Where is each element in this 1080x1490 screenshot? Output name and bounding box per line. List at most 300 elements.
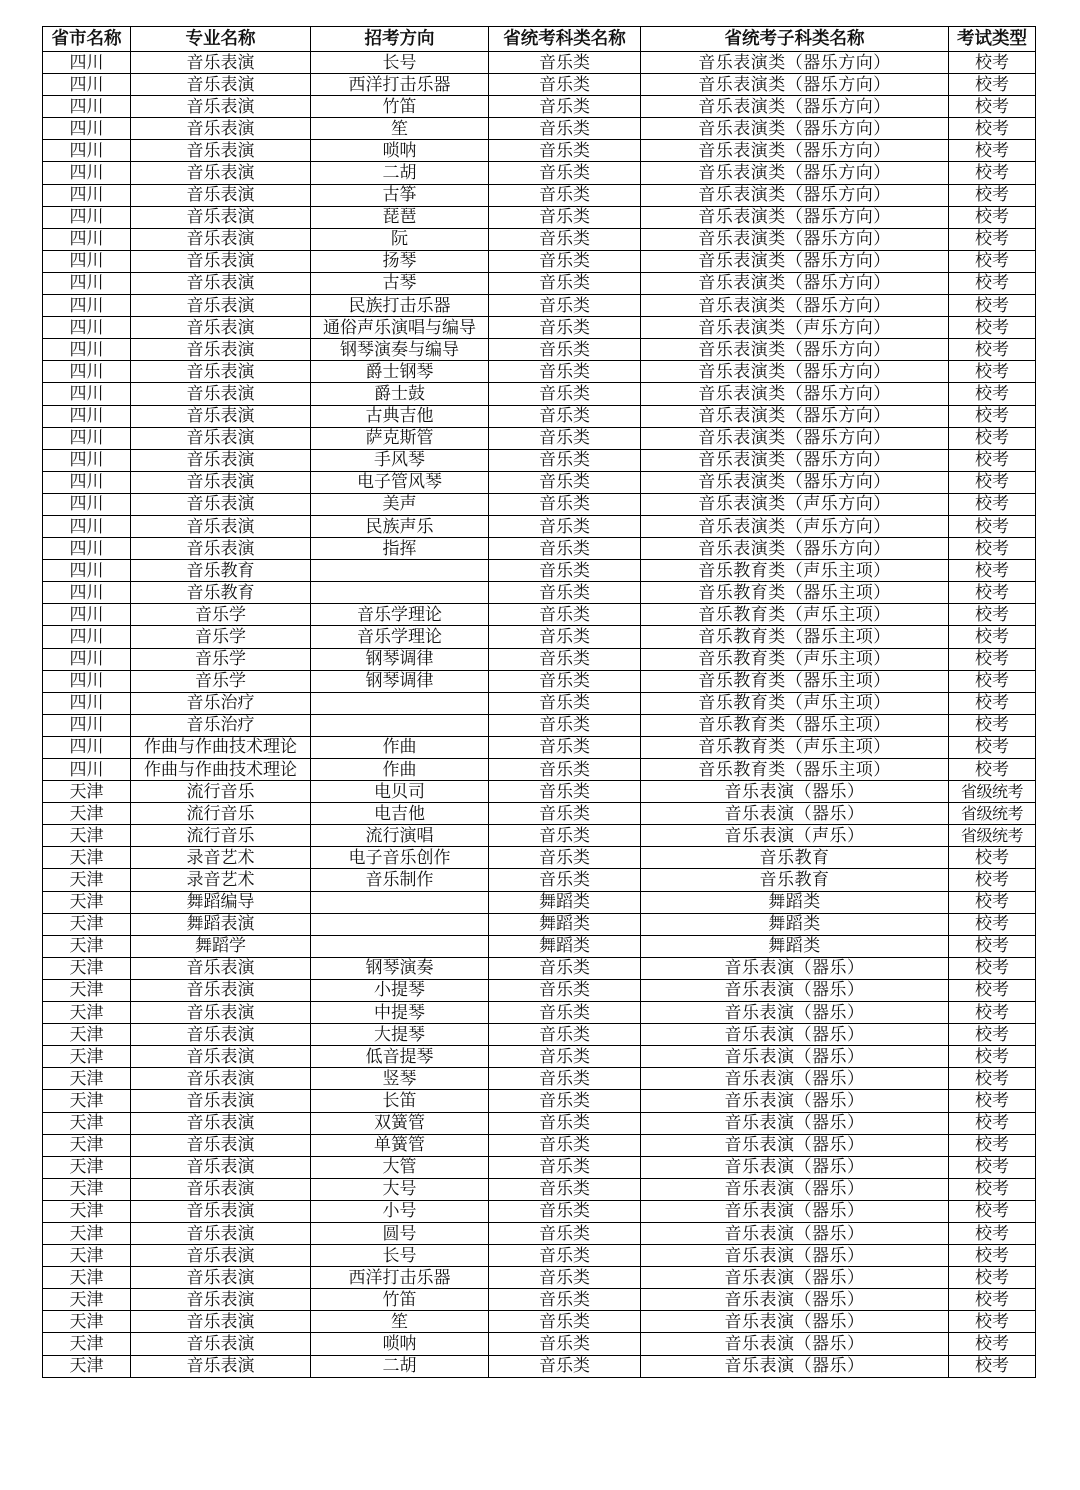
cell-major: 音乐表演 bbox=[131, 1222, 311, 1244]
cell-subcategory: 音乐教育类（声乐主项） bbox=[641, 736, 949, 758]
cell-major: 音乐学 bbox=[131, 604, 311, 626]
cell-major: 音乐表演 bbox=[131, 1178, 311, 1200]
cell-category: 舞蹈类 bbox=[489, 891, 641, 913]
cell-exam-type: 校考 bbox=[949, 140, 1036, 162]
table-row bbox=[43, 471, 1036, 493]
cell-direction: 爵士鼓 bbox=[311, 383, 489, 405]
table-row bbox=[43, 493, 1036, 515]
cell-major: 音乐表演 bbox=[131, 361, 311, 383]
table-row bbox=[43, 736, 1036, 758]
cell-exam-type: 校考 bbox=[949, 1222, 1036, 1244]
cell-category: 音乐类 bbox=[489, 206, 641, 228]
cell-category: 音乐类 bbox=[489, 471, 641, 493]
cell-category: 音乐类 bbox=[489, 405, 641, 427]
cell-major: 音乐表演 bbox=[131, 515, 311, 537]
cell-subcategory: 音乐表演（器乐） bbox=[641, 1156, 949, 1178]
cell-major: 音乐治疗 bbox=[131, 714, 311, 736]
cell-subcategory: 音乐表演类（器乐方向） bbox=[641, 405, 949, 427]
cell-subcategory: 舞蹈类 bbox=[641, 891, 949, 913]
cell-exam-type: 校考 bbox=[949, 493, 1036, 515]
cell-category: 音乐类 bbox=[489, 759, 641, 781]
cell-category: 音乐类 bbox=[489, 1245, 641, 1267]
cell-major: 音乐表演 bbox=[131, 1046, 311, 1068]
cell-direction: 西洋打击乐器 bbox=[311, 74, 489, 96]
table-row bbox=[43, 361, 1036, 383]
cell-province: 天津 bbox=[43, 1333, 131, 1355]
table-row bbox=[43, 648, 1036, 670]
cell-major: 音乐表演 bbox=[131, 140, 311, 162]
cell-direction: 竖琴 bbox=[311, 1068, 489, 1090]
table-row bbox=[43, 913, 1036, 935]
table-row bbox=[43, 1267, 1036, 1289]
cell-province: 四川 bbox=[43, 405, 131, 427]
cell-subcategory: 音乐表演（器乐） bbox=[641, 1355, 949, 1377]
table-row bbox=[43, 1134, 1036, 1156]
cell-direction: 长号 bbox=[311, 52, 489, 74]
cell-category: 音乐类 bbox=[489, 869, 641, 891]
cell-category: 音乐类 bbox=[489, 1024, 641, 1046]
cell-direction: 双簧管 bbox=[311, 1112, 489, 1134]
cell-major: 音乐表演 bbox=[131, 471, 311, 493]
cell-province: 四川 bbox=[43, 339, 131, 361]
cell-direction: 笙 bbox=[311, 118, 489, 140]
cell-province: 四川 bbox=[43, 626, 131, 648]
table-row bbox=[43, 935, 1036, 957]
cell-province: 四川 bbox=[43, 427, 131, 449]
cell-direction bbox=[311, 891, 489, 913]
cell-subcategory: 音乐表演类（器乐方向） bbox=[641, 162, 949, 184]
cell-province: 天津 bbox=[43, 1178, 131, 1200]
cell-category: 音乐类 bbox=[489, 1289, 641, 1311]
cell-category: 音乐类 bbox=[489, 1267, 641, 1289]
table-row bbox=[43, 1002, 1036, 1024]
cell-subcategory: 音乐表演类（声乐方向） bbox=[641, 515, 949, 537]
cell-subcategory: 音乐表演类（器乐方向） bbox=[641, 96, 949, 118]
table-row bbox=[43, 1024, 1036, 1046]
table-row bbox=[43, 427, 1036, 449]
cell-exam-type: 校考 bbox=[949, 1112, 1036, 1134]
cell-major: 音乐表演 bbox=[131, 538, 311, 560]
cell-direction: 音乐学理论 bbox=[311, 604, 489, 626]
cell-category: 音乐类 bbox=[489, 449, 641, 471]
cell-subcategory: 音乐表演（器乐） bbox=[641, 1200, 949, 1222]
cell-direction: 中提琴 bbox=[311, 1002, 489, 1024]
table-row bbox=[43, 869, 1036, 891]
cell-exam-type: 校考 bbox=[949, 1002, 1036, 1024]
table-row bbox=[43, 759, 1036, 781]
cell-major: 舞蹈编导 bbox=[131, 891, 311, 913]
cell-province: 天津 bbox=[43, 1222, 131, 1244]
cell-province: 四川 bbox=[43, 714, 131, 736]
cell-direction: 阮 bbox=[311, 228, 489, 250]
header-subcategory: 省统考子科类名称 bbox=[641, 27, 949, 52]
cell-major: 录音艺术 bbox=[131, 847, 311, 869]
cell-province: 四川 bbox=[43, 471, 131, 493]
table-row bbox=[43, 582, 1036, 604]
cell-subcategory: 音乐表演（器乐） bbox=[641, 1311, 949, 1333]
table-row bbox=[43, 405, 1036, 427]
cell-province: 天津 bbox=[43, 1156, 131, 1178]
cell-exam-type: 省级统考 bbox=[949, 825, 1036, 847]
cell-exam-type: 校考 bbox=[949, 317, 1036, 339]
cell-subcategory: 音乐教育 bbox=[641, 847, 949, 869]
cell-province: 四川 bbox=[43, 184, 131, 206]
cell-major: 音乐表演 bbox=[131, 228, 311, 250]
cell-major: 流行音乐 bbox=[131, 781, 311, 803]
cell-exam-type: 校考 bbox=[949, 648, 1036, 670]
cell-province: 四川 bbox=[43, 493, 131, 515]
cell-exam-type: 校考 bbox=[949, 206, 1036, 228]
cell-direction: 手风琴 bbox=[311, 449, 489, 471]
cell-exam-type: 校考 bbox=[949, 1024, 1036, 1046]
cell-direction: 笙 bbox=[311, 1311, 489, 1333]
cell-subcategory: 音乐表演类（器乐方向） bbox=[641, 52, 949, 74]
cell-subcategory: 音乐表演类（器乐方向） bbox=[641, 74, 949, 96]
cell-exam-type: 校考 bbox=[949, 1245, 1036, 1267]
cell-category: 音乐类 bbox=[489, 604, 641, 626]
cell-subcategory: 音乐表演（器乐） bbox=[641, 1090, 949, 1112]
cell-subcategory: 音乐表演（器乐） bbox=[641, 979, 949, 1001]
table-body bbox=[43, 52, 1036, 1378]
cell-major: 舞蹈学 bbox=[131, 935, 311, 957]
cell-direction: 作曲 bbox=[311, 759, 489, 781]
cell-category: 音乐类 bbox=[489, 626, 641, 648]
cell-category: 音乐类 bbox=[489, 162, 641, 184]
cell-province: 天津 bbox=[43, 1112, 131, 1134]
cell-subcategory: 音乐表演（器乐） bbox=[641, 1134, 949, 1156]
cell-subcategory: 音乐表演（器乐） bbox=[641, 1112, 949, 1134]
cell-exam-type: 校考 bbox=[949, 692, 1036, 714]
cell-major: 舞蹈表演 bbox=[131, 913, 311, 935]
cell-province: 天津 bbox=[43, 781, 131, 803]
cell-subcategory: 音乐表演（器乐） bbox=[641, 1245, 949, 1267]
cell-category: 音乐类 bbox=[489, 317, 641, 339]
header-province: 省市名称 bbox=[43, 27, 131, 52]
cell-subcategory: 音乐表演（器乐） bbox=[641, 1178, 949, 1200]
cell-direction: 萨克斯管 bbox=[311, 427, 489, 449]
cell-major: 流行音乐 bbox=[131, 825, 311, 847]
cell-province: 四川 bbox=[43, 52, 131, 74]
cell-major: 作曲与作曲技术理论 bbox=[131, 736, 311, 758]
cell-exam-type: 校考 bbox=[949, 1178, 1036, 1200]
cell-major: 音乐表演 bbox=[131, 339, 311, 361]
cell-category: 音乐类 bbox=[489, 1046, 641, 1068]
cell-province: 四川 bbox=[43, 759, 131, 781]
cell-exam-type: 校考 bbox=[949, 162, 1036, 184]
table-row bbox=[43, 1068, 1036, 1090]
cell-direction: 扬琴 bbox=[311, 250, 489, 272]
cell-major: 音乐学 bbox=[131, 648, 311, 670]
cell-direction bbox=[311, 582, 489, 604]
table-row bbox=[43, 184, 1036, 206]
cell-province: 天津 bbox=[43, 1002, 131, 1024]
cell-direction: 西洋打击乐器 bbox=[311, 1267, 489, 1289]
cell-exam-type: 校考 bbox=[949, 626, 1036, 648]
cell-direction: 大管 bbox=[311, 1156, 489, 1178]
table-row bbox=[43, 670, 1036, 692]
cell-province: 天津 bbox=[43, 1245, 131, 1267]
cell-direction: 古琴 bbox=[311, 272, 489, 294]
cell-exam-type: 校考 bbox=[949, 604, 1036, 626]
cell-subcategory: 音乐表演（器乐） bbox=[641, 781, 949, 803]
cell-category: 音乐类 bbox=[489, 803, 641, 825]
cell-exam-type: 校考 bbox=[949, 1267, 1036, 1289]
cell-province: 四川 bbox=[43, 538, 131, 560]
cell-province: 四川 bbox=[43, 361, 131, 383]
cell-province: 天津 bbox=[43, 1289, 131, 1311]
cell-exam-type: 校考 bbox=[949, 96, 1036, 118]
cell-province: 四川 bbox=[43, 140, 131, 162]
cell-subcategory: 音乐表演类（声乐方向） bbox=[641, 493, 949, 515]
cell-direction bbox=[311, 692, 489, 714]
cell-major: 音乐表演 bbox=[131, 1090, 311, 1112]
table-row bbox=[43, 228, 1036, 250]
cell-direction bbox=[311, 935, 489, 957]
cell-category: 音乐类 bbox=[489, 1355, 641, 1377]
cell-major: 音乐表演 bbox=[131, 383, 311, 405]
cell-category: 音乐类 bbox=[489, 1090, 641, 1112]
cell-category: 音乐类 bbox=[489, 272, 641, 294]
cell-major: 流行音乐 bbox=[131, 803, 311, 825]
cell-subcategory: 音乐表演类（器乐方向） bbox=[641, 383, 949, 405]
table-row bbox=[43, 449, 1036, 471]
cell-direction: 钢琴调律 bbox=[311, 648, 489, 670]
cell-exam-type: 校考 bbox=[949, 405, 1036, 427]
cell-subcategory: 音乐表演（器乐） bbox=[641, 1068, 949, 1090]
cell-exam-type: 校考 bbox=[949, 1156, 1036, 1178]
cell-province: 四川 bbox=[43, 74, 131, 96]
cell-direction: 通俗声乐演唱与编导 bbox=[311, 317, 489, 339]
table-row bbox=[43, 383, 1036, 405]
cell-major: 录音艺术 bbox=[131, 869, 311, 891]
cell-subcategory: 音乐表演类（器乐方向） bbox=[641, 538, 949, 560]
cell-province: 四川 bbox=[43, 206, 131, 228]
cell-province: 天津 bbox=[43, 1200, 131, 1222]
table-row bbox=[43, 317, 1036, 339]
cell-major: 音乐表演 bbox=[131, 1289, 311, 1311]
cell-major: 音乐表演 bbox=[131, 1355, 311, 1377]
cell-province: 四川 bbox=[43, 560, 131, 582]
cell-category: 音乐类 bbox=[489, 96, 641, 118]
cell-category: 音乐类 bbox=[489, 118, 641, 140]
cell-direction: 音乐学理论 bbox=[311, 626, 489, 648]
table-row bbox=[43, 118, 1036, 140]
cell-direction: 小提琴 bbox=[311, 979, 489, 1001]
cell-province: 天津 bbox=[43, 913, 131, 935]
cell-category: 音乐类 bbox=[489, 781, 641, 803]
cell-province: 天津 bbox=[43, 935, 131, 957]
cell-direction: 钢琴调律 bbox=[311, 670, 489, 692]
cell-subcategory: 音乐教育类（声乐主项） bbox=[641, 648, 949, 670]
cell-direction: 作曲 bbox=[311, 736, 489, 758]
table-row bbox=[43, 1355, 1036, 1377]
cell-province: 天津 bbox=[43, 847, 131, 869]
cell-subcategory: 音乐教育类（器乐主项） bbox=[641, 582, 949, 604]
cell-category: 音乐类 bbox=[489, 383, 641, 405]
cell-province: 天津 bbox=[43, 979, 131, 1001]
cell-exam-type: 校考 bbox=[949, 383, 1036, 405]
cell-province: 四川 bbox=[43, 272, 131, 294]
cell-subcategory: 音乐表演类（器乐方向） bbox=[641, 295, 949, 317]
cell-exam-type: 校考 bbox=[949, 1355, 1036, 1377]
cell-subcategory: 音乐表演（器乐） bbox=[641, 803, 949, 825]
cell-province: 天津 bbox=[43, 1355, 131, 1377]
table-row bbox=[43, 957, 1036, 979]
cell-exam-type: 校考 bbox=[949, 582, 1036, 604]
cell-major: 音乐表演 bbox=[131, 1068, 311, 1090]
table-row bbox=[43, 604, 1036, 626]
cell-major: 音乐表演 bbox=[131, 1156, 311, 1178]
cell-subcategory: 音乐表演类（器乐方向） bbox=[641, 228, 949, 250]
cell-major: 音乐学 bbox=[131, 670, 311, 692]
cell-exam-type: 校考 bbox=[949, 228, 1036, 250]
cell-category: 舞蹈类 bbox=[489, 935, 641, 957]
table-row bbox=[43, 52, 1036, 74]
cell-direction: 唢呐 bbox=[311, 140, 489, 162]
cell-category: 音乐类 bbox=[489, 427, 641, 449]
cell-exam-type: 校考 bbox=[949, 52, 1036, 74]
cell-category: 音乐类 bbox=[489, 648, 641, 670]
cell-subcategory: 音乐表演（器乐） bbox=[641, 1333, 949, 1355]
header-category: 省统考科类名称 bbox=[489, 27, 641, 52]
cell-subcategory: 音乐教育类（声乐主项） bbox=[641, 560, 949, 582]
cell-category: 音乐类 bbox=[489, 538, 641, 560]
table-row bbox=[43, 1245, 1036, 1267]
cell-category: 音乐类 bbox=[489, 1222, 641, 1244]
cell-exam-type: 校考 bbox=[949, 1046, 1036, 1068]
cell-subcategory: 音乐教育类（器乐主项） bbox=[641, 626, 949, 648]
cell-direction: 古筝 bbox=[311, 184, 489, 206]
cell-exam-type: 校考 bbox=[949, 847, 1036, 869]
cell-direction bbox=[311, 560, 489, 582]
cell-subcategory: 舞蹈类 bbox=[641, 935, 949, 957]
cell-category: 音乐类 bbox=[489, 250, 641, 272]
cell-exam-type: 校考 bbox=[949, 361, 1036, 383]
cell-direction: 电吉他 bbox=[311, 803, 489, 825]
cell-exam-type: 校考 bbox=[949, 272, 1036, 294]
cell-major: 音乐表演 bbox=[131, 52, 311, 74]
cell-province: 四川 bbox=[43, 383, 131, 405]
cell-major: 音乐表演 bbox=[131, 74, 311, 96]
cell-category: 音乐类 bbox=[489, 847, 641, 869]
cell-major: 音乐表演 bbox=[131, 1267, 311, 1289]
cell-exam-type: 校考 bbox=[949, 1090, 1036, 1112]
table-row bbox=[43, 979, 1036, 1001]
cell-direction: 竹笛 bbox=[311, 96, 489, 118]
cell-category: 音乐类 bbox=[489, 228, 641, 250]
cell-subcategory: 音乐表演（器乐） bbox=[641, 1002, 949, 1024]
table-row bbox=[43, 891, 1036, 913]
cell-category: 音乐类 bbox=[489, 140, 641, 162]
cell-major: 音乐表演 bbox=[131, 1245, 311, 1267]
cell-exam-type: 校考 bbox=[949, 1333, 1036, 1355]
cell-province: 天津 bbox=[43, 1046, 131, 1068]
cell-major: 音乐表演 bbox=[131, 1112, 311, 1134]
cell-province: 四川 bbox=[43, 295, 131, 317]
cell-major: 音乐表演 bbox=[131, 317, 311, 339]
cell-category: 音乐类 bbox=[489, 52, 641, 74]
cell-exam-type: 校考 bbox=[949, 979, 1036, 1001]
cell-category: 音乐类 bbox=[489, 1112, 641, 1134]
cell-province: 四川 bbox=[43, 515, 131, 537]
cell-province: 天津 bbox=[43, 891, 131, 913]
cell-category: 音乐类 bbox=[489, 670, 641, 692]
table-row bbox=[43, 250, 1036, 272]
cell-category: 音乐类 bbox=[489, 979, 641, 1001]
cell-exam-type: 校考 bbox=[949, 427, 1036, 449]
cell-province: 天津 bbox=[43, 1090, 131, 1112]
cell-province: 天津 bbox=[43, 1068, 131, 1090]
cell-exam-type: 校考 bbox=[949, 295, 1036, 317]
table-row bbox=[43, 339, 1036, 361]
table-row bbox=[43, 272, 1036, 294]
cell-subcategory: 舞蹈类 bbox=[641, 913, 949, 935]
cell-exam-type: 校考 bbox=[949, 736, 1036, 758]
cell-province: 四川 bbox=[43, 250, 131, 272]
cell-major: 作曲与作曲技术理论 bbox=[131, 759, 311, 781]
cell-province: 四川 bbox=[43, 317, 131, 339]
cell-direction: 长号 bbox=[311, 1245, 489, 1267]
cell-province: 天津 bbox=[43, 1267, 131, 1289]
cell-exam-type: 校考 bbox=[949, 471, 1036, 493]
cell-province: 天津 bbox=[43, 957, 131, 979]
cell-exam-type: 校考 bbox=[949, 1200, 1036, 1222]
cell-exam-type: 校考 bbox=[949, 250, 1036, 272]
cell-subcategory: 音乐表演类（器乐方向） bbox=[641, 250, 949, 272]
cell-subcategory: 音乐表演（器乐） bbox=[641, 1024, 949, 1046]
cell-major: 音乐表演 bbox=[131, 449, 311, 471]
cell-major: 音乐表演 bbox=[131, 295, 311, 317]
cell-direction: 电子管风琴 bbox=[311, 471, 489, 493]
table-row bbox=[43, 1112, 1036, 1134]
cell-province: 四川 bbox=[43, 604, 131, 626]
header-exam-type: 考试类型 bbox=[949, 27, 1036, 52]
cell-subcategory: 音乐表演类（声乐方向） bbox=[641, 317, 949, 339]
cell-direction: 琵琶 bbox=[311, 206, 489, 228]
header-direction: 招考方向 bbox=[311, 27, 489, 52]
cell-exam-type: 校考 bbox=[949, 449, 1036, 471]
cell-exam-type: 校考 bbox=[949, 759, 1036, 781]
cell-category: 音乐类 bbox=[489, 1134, 641, 1156]
cell-category: 音乐类 bbox=[489, 957, 641, 979]
cell-direction: 竹笛 bbox=[311, 1289, 489, 1311]
cell-subcategory: 音乐教育 bbox=[641, 869, 949, 891]
cell-direction bbox=[311, 913, 489, 935]
table-row bbox=[43, 1222, 1036, 1244]
cell-province: 天津 bbox=[43, 1311, 131, 1333]
cell-exam-type: 校考 bbox=[949, 538, 1036, 560]
cell-subcategory: 音乐表演类（器乐方向） bbox=[641, 206, 949, 228]
cell-province: 天津 bbox=[43, 803, 131, 825]
cell-subcategory: 音乐表演类（器乐方向） bbox=[641, 449, 949, 471]
cell-subcategory: 音乐表演类（器乐方向） bbox=[641, 427, 949, 449]
cell-direction: 钢琴演奏与编导 bbox=[311, 339, 489, 361]
cell-exam-type: 校考 bbox=[949, 560, 1036, 582]
cell-province: 天津 bbox=[43, 825, 131, 847]
table-row bbox=[43, 1090, 1036, 1112]
cell-direction: 美声 bbox=[311, 493, 489, 515]
table-row bbox=[43, 515, 1036, 537]
cell-direction: 爵士钢琴 bbox=[311, 361, 489, 383]
cell-direction: 唢呐 bbox=[311, 1333, 489, 1355]
cell-exam-type: 校考 bbox=[949, 1134, 1036, 1156]
cell-category: 音乐类 bbox=[489, 184, 641, 206]
table-row bbox=[43, 1311, 1036, 1333]
cell-exam-type: 校考 bbox=[949, 1068, 1036, 1090]
cell-subcategory: 音乐表演类（器乐方向） bbox=[641, 140, 949, 162]
cell-province: 四川 bbox=[43, 118, 131, 140]
cell-category: 音乐类 bbox=[489, 1311, 641, 1333]
